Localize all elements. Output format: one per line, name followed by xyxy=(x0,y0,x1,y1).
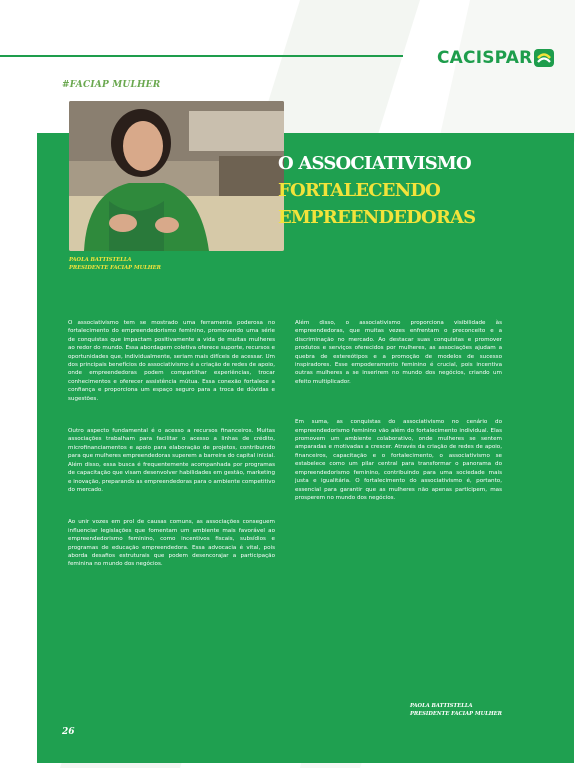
headline xyxy=(278,150,475,231)
caption-role: PRESIDENTE FACIAP MULHER xyxy=(69,265,161,271)
cacispar-mark-icon xyxy=(534,48,554,68)
paragraph: Ao unir vozes em prol de causas comuns, as associações conseguem influenciar legislações que fomentam um ambiente mais favorável ao empreendedorismo feminino, como incentivos fiscais, subsídios e programas de educação empreendedora. Essa advocacia é vital, pois aborda desafios estruturais que podem desencorajar a participação feminina no mundo dos negócios. xyxy=(68,519,275,568)
signature-role: PRESIDENTE FACIAP MULHER xyxy=(410,711,502,717)
top-rule xyxy=(0,55,403,57)
brand-name: CACISPAR xyxy=(437,48,533,68)
brand-logo[interactable] xyxy=(437,47,554,69)
section-tag: #FACIAP MULHER xyxy=(62,80,161,90)
paragraph: Outro aspecto fundamental é o acesso a recursos financeiros. Muitas associações trabalham para facilitar o acesso a linhas de crédito, microfinanciamentos e apoio para elaboração de projetos, contribuindo para que mulheres empreendedoras superem a barreira do capital inicial. Além disso, essa busca é frequentemente acompanhada por programas de capacitação que visam desenvolver habilidades em gestão, marketing e inovação, preparando as empreendedoras para o ambiente competitivo do mercado. xyxy=(68,428,275,493)
article-column-left xyxy=(68,319,275,593)
author-signature xyxy=(410,702,502,718)
page-number: 26 xyxy=(62,727,75,737)
paragraph: Além disso, o associativismo proporciona visibilidade às empreendedoras, que muitas vezes enfrentam o preconceito e a discriminação no mercado. Ao destacar suas conquistas e promover produtos e serviços oferecidos por mulheres, as associações ajudam a quebra de estereótipos e a promoção de modelos de sucesso inspiradores. Esse empoderamento feminino é crucial, pois incentiva outras mulheres a se inserirem no mundo dos negócios, criando um efeito multiplicador. xyxy=(295,320,502,385)
signature-name: PAOLA BATTISTELLA xyxy=(410,703,473,709)
portrait-photo xyxy=(69,101,284,251)
headline-line-1: O ASSOCIATIVISMO xyxy=(278,153,471,174)
headline-line-2: FORTALECENDO xyxy=(278,180,441,201)
paragraph: Em suma, as conquistas do associativismo no cenário do empreendedorismo feminino vão além do fortalecimento individual. Elas promovem um ambiente colaborativo, onde mulheres se sentem amparadas e motivadas a crescer. Através da criação de redes de apoio, financeiros, capacitação e o fortalecimento, o associativismo se estabelece como um pilar central para transformar o panorama do empreendedorismo feminino, contribuindo para uma sociedade mais justa e igualitária. O fortalecimento do associativismo é, portanto, essencial para garantir que as mulheres não apenas participem, mas prosperem no mundo dos negócios. xyxy=(295,419,502,501)
photo-caption xyxy=(69,256,161,272)
paragraph: O associativismo tem se mostrado uma ferramenta poderosa no fortalecimento do empreendedorismo feminino, promovendo uma série de conquistas que impactam positivamente a vida de muitas mulheres ao redor do mundo. Essa abordagem coletiva oferece suporte, recursos e oportunidades que, individualmente, seriam mais difíceis de acessar. Um dos principais benefícios do associativismo é a criação de redes de apoio, onde empreendedoras podem compartilhar experiências, trocar conhecimentos e oferecer assistência mútua. Essa conexão fortalece a confiança e proporciona um espaço seguro para a troca de dúvidas e sugestões. xyxy=(68,320,275,402)
caption-name: PAOLA BATTISTELLA xyxy=(69,257,132,263)
article-column-right xyxy=(295,319,502,526)
headline-line-3: EMPREENDEDORAS xyxy=(278,207,476,228)
